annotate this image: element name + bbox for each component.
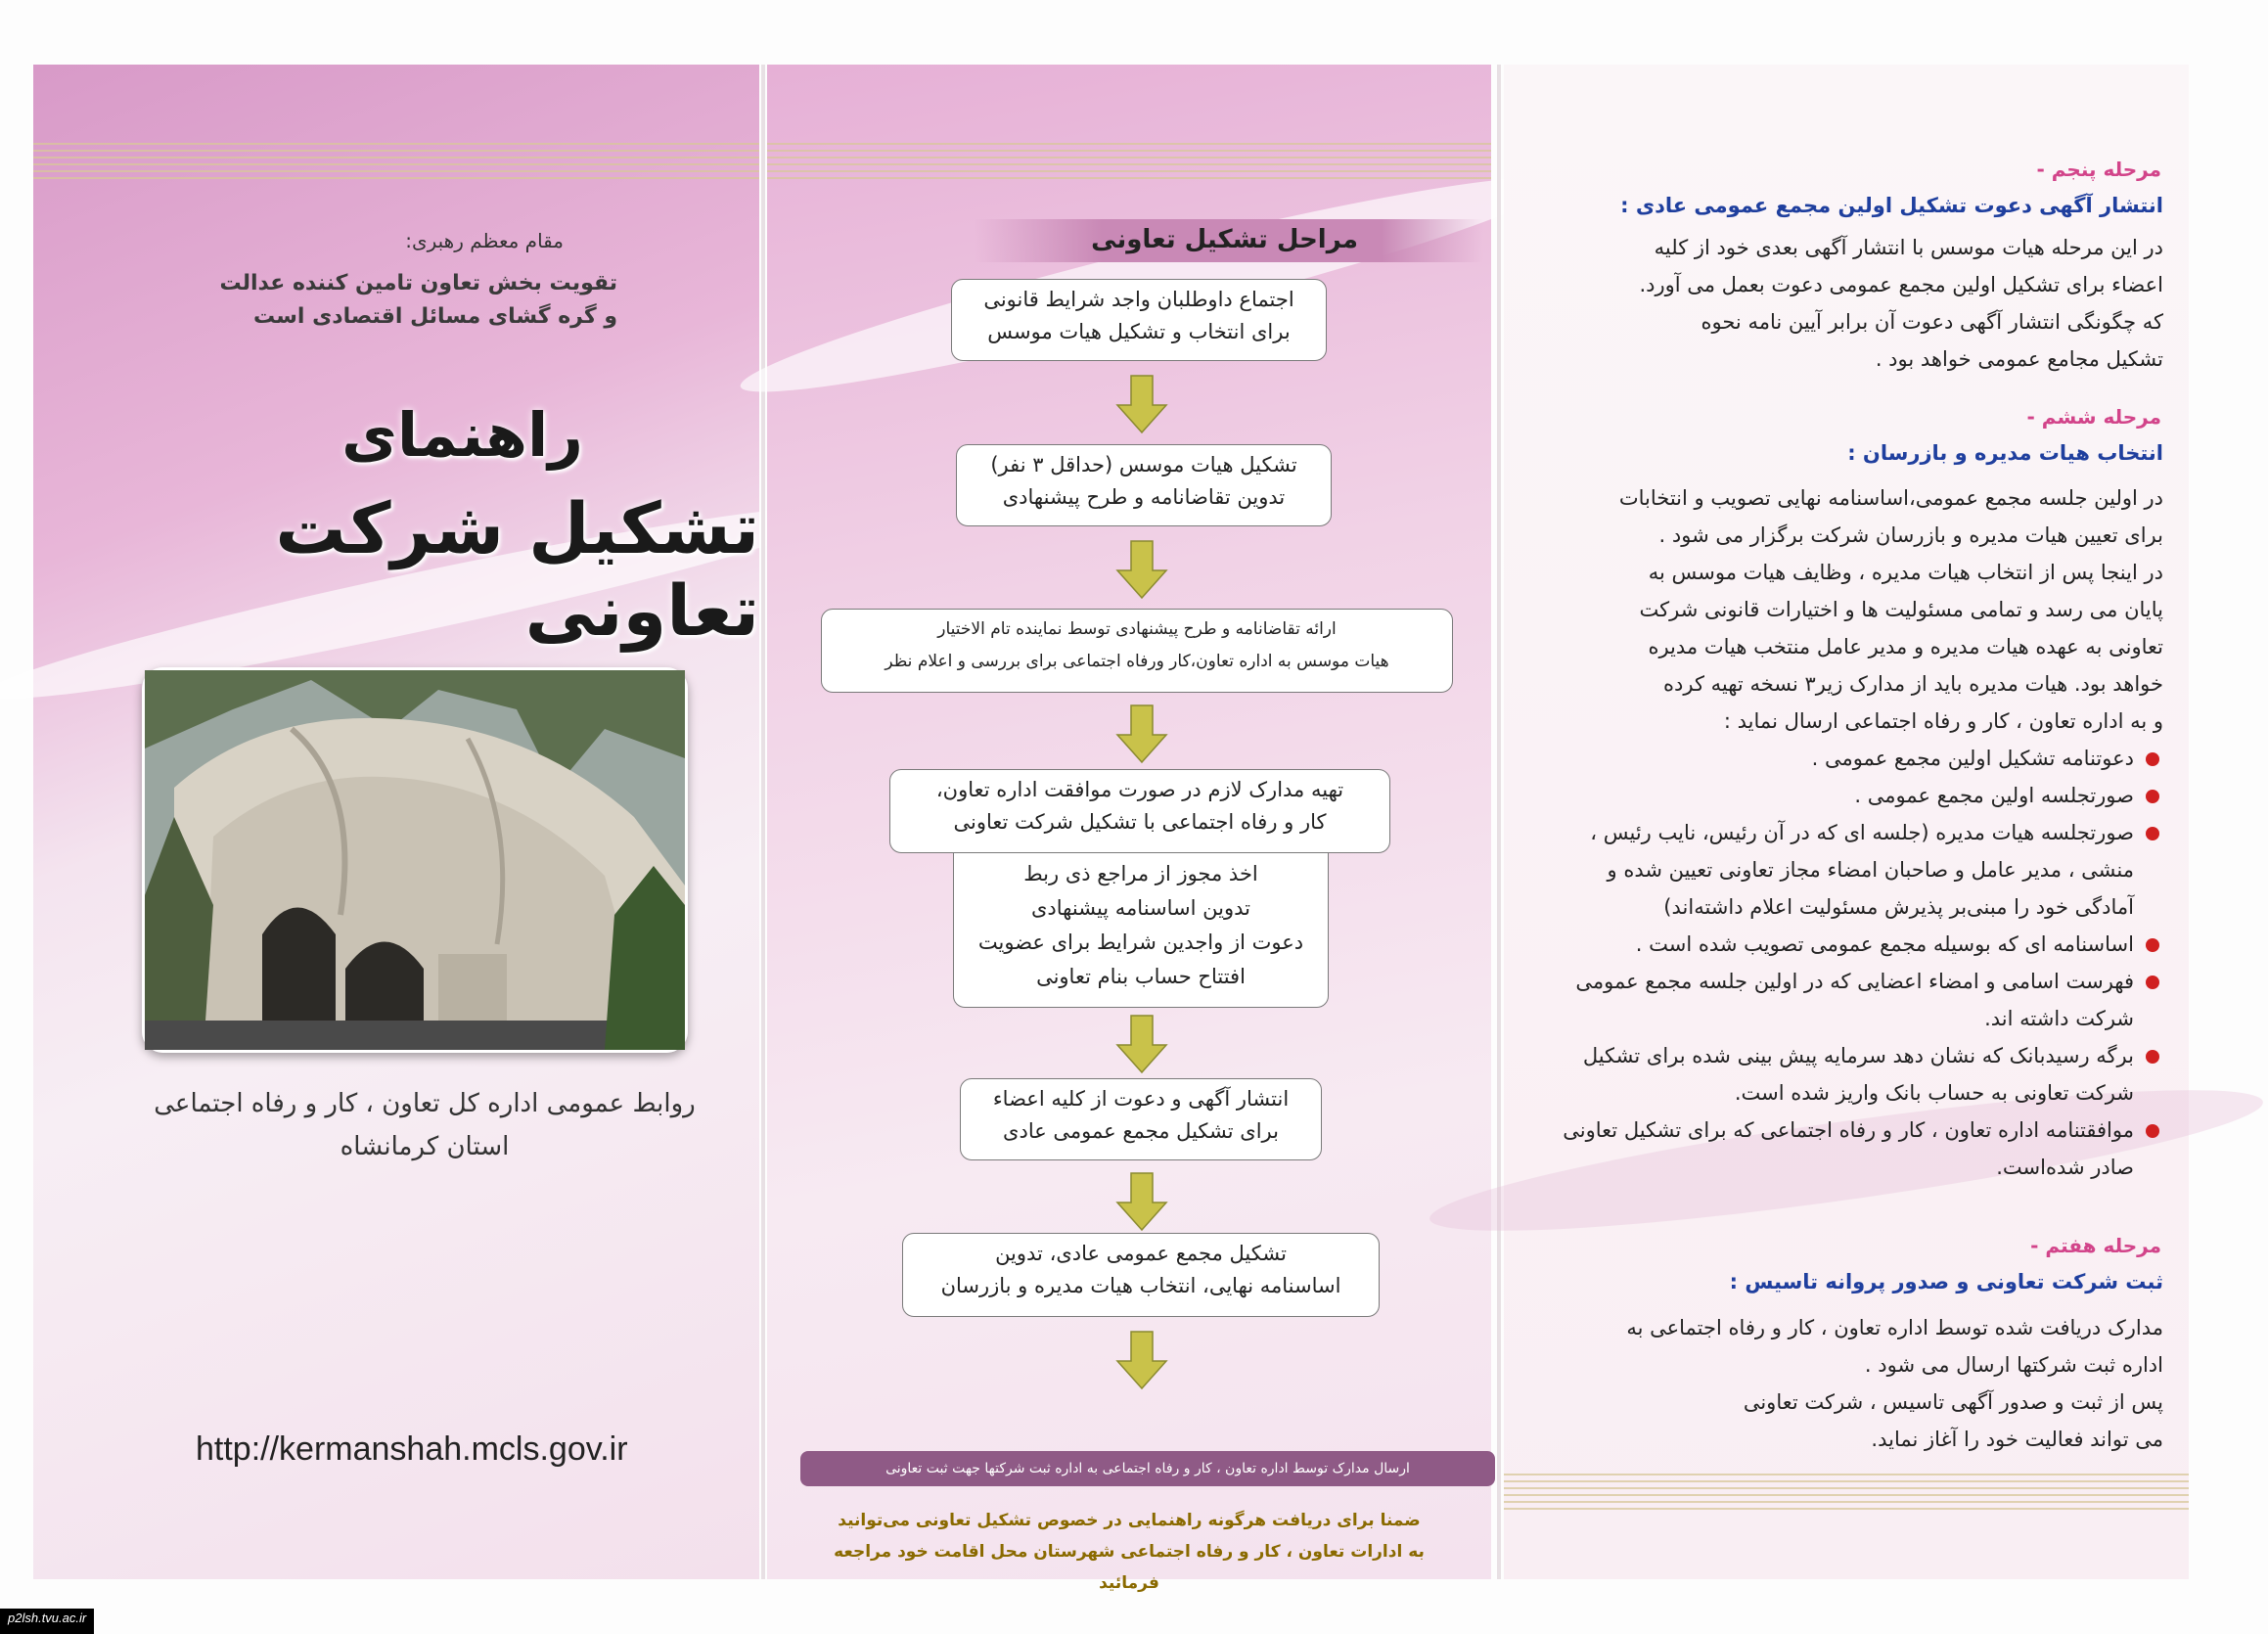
decorative-stripes [1504, 1474, 2189, 1513]
decorative-stripes [767, 143, 1491, 182]
stage-5-text: در این مرحله هیات موسس با انتشار آگهی بعدی خود از کلیه اعضاء برای تشکیل اولین مجمع عمومی دعوت بعمل می آورد. که چگونگی انتشار آگهی دعوت آن برابر آیین نامه نحوه تشکیل مجامع عمومی خواهد بود . [1639, 236, 2163, 371]
stage-6-title: انتخاب هیات مدیره و بازرسان : [1847, 441, 2163, 465]
final-step-bar: ارسال مدارک توسط اداره تعاون ، کار و رفاه اجتماعی به اداره ثبت شرکتها جهت ثبت تعاونی [800, 1451, 1495, 1486]
down-arrow-icon [1117, 376, 1166, 432]
down-arrow-icon [1117, 1016, 1166, 1072]
required-documents-list [1557, 740, 2163, 1186]
leader-quote: تقویت بخش تعاون تامین کننده عدالت و گره گشای مسائل اقتصادی است [219, 271, 617, 329]
guidance-note: ضمنا برای دریافت هرگونه راهنمایی در خصوص تشکیل تعاونی می‌توانید به ادارات تعاون ، کار و رفاه اجتماعی شهرستان محل اقامت خود مراجعه فرمائید [834, 1511, 1425, 1593]
list-item: اساسنامه ای که بوسیله مجمع عمومی تصویب شده است . [1557, 926, 2163, 963]
down-arrow-icon [1117, 1332, 1166, 1388]
stage-5-label: مرحله پنجم - [2036, 158, 2161, 181]
organization-name: روابط عمومی اداره کل تعاون ، کار و رفاه اجتماعی استان کرمانشاه [154, 1089, 696, 1161]
list-item: موافقتنامه اداره تعاون ، کار و رفاه اجتماعی که برای تشکیل تعاونی صادر شده‌است. [1557, 1112, 2163, 1186]
taq-e-bostan-photo [142, 667, 688, 1053]
list-item: برگه رسیدبانک که نشان دهد سرمایه پیش بینی شده برای تشکیل شرکت تعاونی به حساب بانک واریز شده است. [1557, 1037, 2163, 1112]
stage-7-label: مرحله هفتم - [2030, 1234, 2161, 1257]
list-item: فهرست اسامی و امضاء اعضایی که در اولین جلسه مجمع عمومی شرکت داشته اند. [1557, 963, 2163, 1037]
title-line-1: راهنمای [341, 399, 583, 471]
flowchart-panel [767, 65, 1491, 1593]
flow-step-3: ارائه تقاضانامه و طرح پیشنهادی توسط نماینده تام الاختیار هیات موسس به اداره تعاون،کار ورفاه اجتماعی برای بررسی و اعلام نظر [821, 609, 1453, 693]
list-item: صورتجلسه هیات مدیره (جلسه ای که در آن رئیس، نایب رئیس ، منشی ، مدیر عامل و صاحبان امضاء مجاز تعاونی تعیین شده و آمادگی خود را مبنی‌بر پذیرش مسئولیت اعلام داشته‌اند) [1557, 814, 2163, 926]
list-item: دعوتنامه تشکیل اولین مجمع عمومی . [1557, 740, 2163, 777]
flowchart-title: مراحل تشکیل تعاونی [1091, 225, 1358, 254]
stage-6-text: در اولین جلسه مجمع عمومی،اساسنامه نهایی تصویب و انتخابات برای تعیین هیات مدیره و بازرسان شرکت برگزار می شود . در اینجا پس از انتخاب هیات مدیره ، وظایف هیات موسس به پایان می رسد و تمامی مسئولیت ها و اختیارات قانونی شرکت تعاونی به عهده هیات مدیره و مدیر عامل منتخب هیات مدیره خواهد بود. هیات مدیره باید از مدارک زیر۳ نسخه تهیه کرده و به اداره تعاون ، کار و رفاه اجتماعی ارسال نماید : دعوتنامه تشکیل اولین مجمع عمومی . صورتجلسه اولین مجمع عمومی . صورتجلسه هیات مدیره (جلسه ای که در آن رئیس، نایب رئیس ، منشی ، مدیر عامل و صاحبان امضاء مجاز تعاونی تعیین شده و آمادگی خود را مبنی‌بر پذیرش مسئولیت اعلام داشته‌اند) اساسنامه ای که بوسیله مجمع عمومی تصویب شده است . فهرست اسامی و امضاء اعضایی که در اولین جلسه مجمع عمومی شرکت داشته اند. برگه رسیدبانک که نشان دهد سرمایه پیش بینی شده برای تشکیل شرکت تعاونی به حساب بانک واریز شده است. موافقتنامه اداره تعاون ، کار و رفاه اجتماعی که برای تشکیل تعاونی صادر شده‌است. [1557, 479, 2163, 1186]
site-watermark: p2lsh.tvu.ac.ir [0, 1609, 94, 1634]
list-item: صورتجلسه اولین مجمع عمومی . [1557, 777, 2163, 814]
flow-step-7: تشکیل مجمع عمومی عادی، تدوین اساسنامه نهایی، انتخاب هیات مدیره و بازرسان [902, 1233, 1380, 1317]
flow-step-2: تشکیل هیات موسس (حداقل ۳ نفر) تدوین تقاضانامه و طرح پیشنهادی [956, 444, 1332, 526]
title-line-2: تشکیل شرکت تعاونی [275, 487, 759, 652]
flow-step-6: انتشار آگهی و دعوت از کلیه اعضاء برای تشکیل مجمع عمومی عادی [960, 1078, 1322, 1160]
flowchart-title-bar [975, 219, 1483, 262]
decorative-stripes [33, 143, 759, 182]
down-arrow-icon [1117, 541, 1166, 598]
fold-line [1497, 65, 1501, 1579]
stage-6-label: مرحله ششم - [2026, 405, 2161, 429]
stage-5-title: انتشار آگهی دعوت تشکیل اولین مجمع عمومی عادی : [1620, 194, 2163, 217]
stage-7-title: ثبت شرکت تعاونی و صدور پروانه تاسیس : [1729, 1270, 2163, 1294]
website-url[interactable]: http://kermanshah.mcls.gov.ir [196, 1430, 628, 1468]
stage-7-text: مدارک دریافت شده توسط اداره تعاون ، کار و رفاه اجتماعی به اداره ثبت شرکتها ارسال می شود . پس از ثبت و صدور آگهی تاسیس ، شرکت تعاونی می تواند فعالیت خود را آغاز نماید. [1626, 1316, 2163, 1451]
fold-line [761, 65, 765, 1579]
down-arrow-icon [1117, 705, 1166, 762]
flow-step-1: اجتماع داوطلبان واجد شرایط قانونی برای انتخاب و تشکیل هیات موسس [951, 279, 1327, 361]
flow-step-4: تهیه مدارک لازم در صورت موافقت اداره تعاون، کار و رفاه اجتماعی با تشکیل شرکت تعاونی [889, 769, 1390, 853]
down-arrow-icon [1117, 1173, 1166, 1230]
cover-panel [33, 65, 759, 1579]
quote-heading: مقام معظم رهبری: [405, 229, 564, 252]
flow-step-5: اخذ مجوز از مراجع ذی ربط تدوین اساسنامه پیشنهادی دعوت از واجدین شرایط برای عضویت افتتاح حساب بنام تعاونی [953, 853, 1329, 1008]
stages-panel [1504, 65, 2189, 1579]
